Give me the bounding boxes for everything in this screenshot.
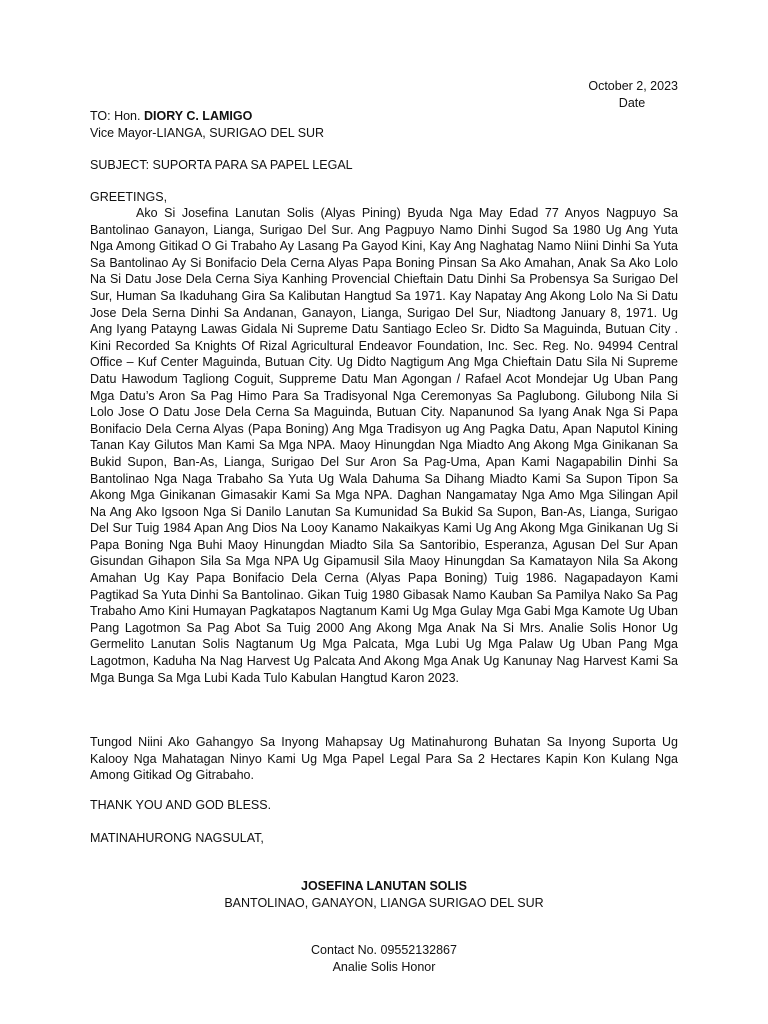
to-prefix: TO: Hon.	[90, 109, 144, 123]
date-label: Date	[618, 95, 646, 110]
contact-person: Analie Solis Honor	[332, 959, 436, 974]
contact-block	[90, 942, 678, 975]
closing-line: MATINAHURONG NAGSULAT,	[90, 831, 264, 845]
signatory-address: BANTOLINAO, GANAYON, LIANGA SURIGAO DEL SUR	[224, 895, 544, 910]
thanks-line: THANK YOU AND GOD BLESS.	[90, 798, 272, 812]
letter-date: October 2, 2023	[588, 79, 678, 93]
recipient-block	[90, 108, 324, 141]
recipient-line	[90, 108, 324, 125]
subject-line: SUBJECT: SUPORTA PARA SA PAPEL LEGAL	[90, 158, 353, 172]
date-block	[90, 78, 678, 111]
greeting: GREETINGS,	[90, 190, 168, 204]
request-paragraph: Tungod Niini Ako Gahangyo Sa Inyong Mahapsay Ug Matinahurong Buhatan Sa Inyong Suporta Ug Kalooy Nga Mahatagan Ninyo Kami Ug Mga Papel Legal Para Sa 2 Hectares Kapin Kon Kulang Nga Among Gitikad Og Gitrabaho.	[90, 735, 678, 783]
signatory-name: JOSEFINA LANUTAN SOLIS	[301, 879, 467, 893]
contact-number: Contact No. 09552132867	[311, 943, 457, 957]
body-paragraph: Ako Si Josefina Lanutan Solis (Alyas Pining) Byuda Nga May Edad 77 Anyos Nagpuyo Sa Bantolinao Ganayon, Lianga, Surigao Del Sur. Ang Pagpuyo Namo Dinhi Sugod Sa 1980 Ug Ang Yuta Nga Among Gitikad O Gi Trabaho Ay Lasang Pa Gayod Kini, Kay Ang Naghatag Namo Niini Dinhi Sa Yuta Sa Bantolinao Ay Si Bonifacio Dela Cerna Alyas Papa Boning Pinsan Sa Ako Amahan, Anak Sa Ako Lolo Na Si Datu Jose Dela Cerna Siya Kanhing Provencial Chieftain Datu Dinhi Sa Probensya Sa Surigao Del Sur, Human Sa Ikaduhang Gira Sa Kalibutan Hangtud Sa 1971. Kay Napatay Ang Akong Lolo Na Si Datu Jose Dela Serna Dinhi Sa Andanan, Ganayon, Lianga, Surigao Del Sur, Niadtong January 8, 1971. Ug Ang Iyang Patayng Lawas Gidala Ni Supreme Datu Santiago Ecleo Sr. Didto Sa Maguinda, Butuan City . Kini Recorded Sa Knights Of Rizal Agricultural Endeavor Foundation, Inc. Sec. Reg. No. 94994 Central Office – Kuf Center Maguinda, Butuan City. Ug Didto Nagtigum Ang Mga Chieftain Datu Sila Ni Supreme Datu Hawodum Tagliong Coguit, Suppreme Datu Man Agongan / Rafael Acot Mondejar Ug Uban Pang Mga Datu’s Aron Sa Pag Himo Para Sa Tradisyonal Nga Ceremonyas Sa Paglubong. Gilubong Nila Si Lolo Jose O Datu Jose Dela Cerna Sa Maguinda, Butuan City. Napanunod Sa Iyang Anak Nga Si Papa Bonifacio Dela Cerna Alyas (Papa Boning) Ang Mga Tradisyon ug Ang Pagka Datu, Apan Naputol Kining Tanan Kay Gilutos Man Kami Sa Mga NPA. Maoy Hinungdan Nga Miadto Ang Akong Mga Ginikanan Sa Bukid Supon, Ban-As, Lianga, Surigao Del Sur Aron Sa Pag-Uma, Apan Kami Nagapabilin Dinhi Sa Bantolinao Nga Naga Trabaho Sa Yuta Ug Wala Dahuma Sa Dihang Miadto Kami Sa Supon Tipon Sa Akong Mga Ginikanan Gimasakir Kami Sa Mga NPA. Daghan Nangamatay Nga Amo Mga Silingan Apil Na Ang Ako Igsoon Nga Si Danilo Lanutan Sa Kumunidad Sa Bukid Sa Supon, Ban-As, Lianga, Surigao Del Sur Tuig 1984 Apan Ang Dios Na Looy Kanamo Nakaikyas Kami Ug Ang Akong Mga Ginikanan Ug Si Papa Boning Nga Buhi Maoy Hinungdan Miadto Sila Sa Santoribio, Esperanza, Agusan Del Sur Apan Gisundan Gihapon Sila Sa Mga NPA Ug Gipamusil Sila Maoy Hinungdan Sa Kamatayon Nila Sa Akong Amahan Ug Kay Papa Bonifacio Dela Cerna (Alyas Papa Boning) Tuig 1986. Nagapadayon Kami Pagtikad Sa Yuta Dinhi Sa Bantolinao. Gikan Tuig 1980 Gibasak Namo Kauban Sa Pamilya Nako Sa Pag Trabaho Amo Kini Humayan Pagkatapos Nagtanum Kami Ug Mga Gulay Mga Gabi Mga Kamote Ug Uban Pang Lagotmon Sa Pag Abot Sa Tuig 2000 Ang Akong Mga Anak Na Si Mrs. Analie Solis Honor Ug Germelito Lanutan Solis Nagtanum Ug Mga Palcata, Mga Lubi Ug Mga Palaw Ug Uban Pang Mga Lagotmon, Kaduha Na Nag Harvest Ug Palcata And Akong Mga Anak Ug Kanunay Nag Harvest Kami Sa Mga Bunga Sa Mga Lubi Kada Tulo Kabulan Hangtud Karon 2023.	[90, 206, 678, 685]
signature-block	[90, 878, 678, 911]
recipient-title: Vice Mayor-LIANGA, SURIGAO DEL SUR	[90, 125, 325, 140]
recipient-name: DIORY C. LAMIGO	[143, 109, 253, 123]
